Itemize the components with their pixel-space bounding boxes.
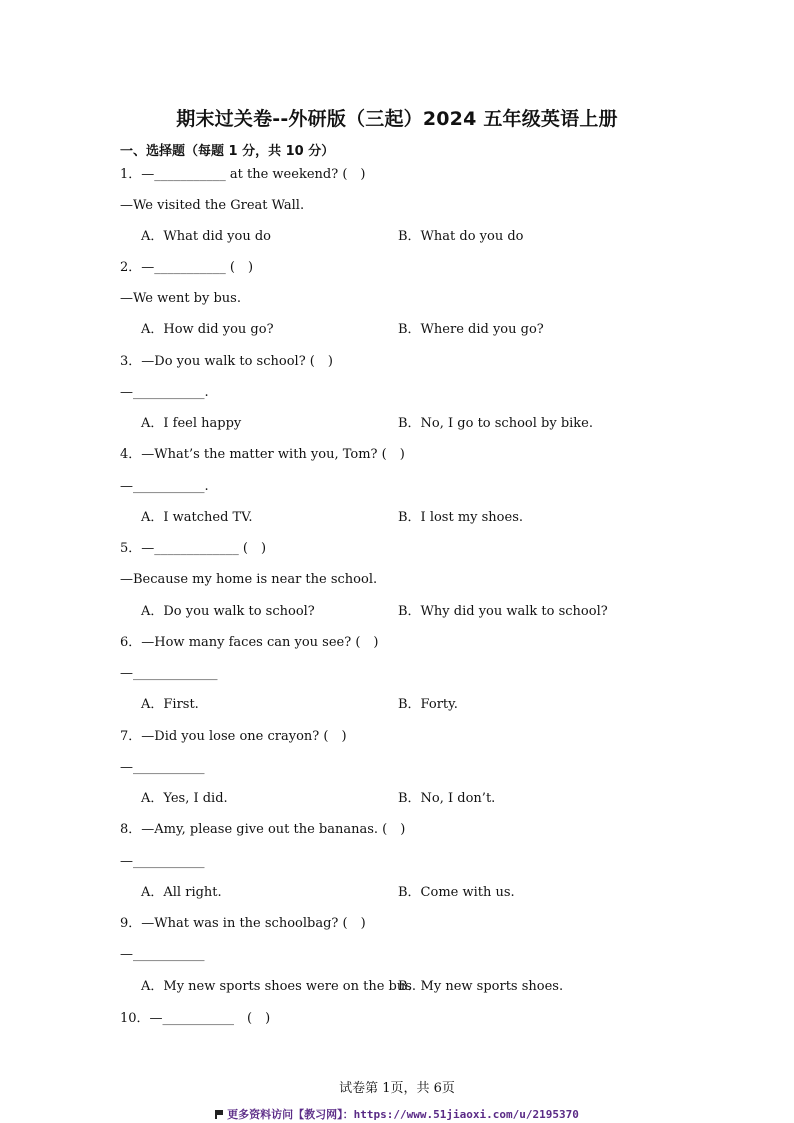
question-1-answer: —We visited the Great Wall. (120, 198, 305, 213)
question-9: 9．—What was in the schoolbag? ( ) (120, 916, 366, 931)
question-6-option-b: B．Forty. (398, 697, 458, 712)
question-7-option-a: A．Yes, I did. (141, 791, 228, 806)
question-3-option-b: B．No, I go to school by bike. (398, 416, 594, 431)
question-1: 1．—___________ at the weekend? ( ) (120, 167, 366, 182)
question-9-option-b: B．My new sports shoes. (398, 979, 564, 994)
question-3: 3．—Do you walk to school? ( ) (120, 354, 333, 369)
flag-icon (215, 1110, 223, 1119)
section-heading: 一、选择题（每题 1 分，共 10 分） (120, 144, 335, 159)
question-7: 7．—Did you lose one crayon? ( ) (120, 729, 347, 744)
question-2: 2．—___________ ( ) (120, 260, 254, 275)
page-footer: 试卷第 1页，共 6页 (339, 1081, 455, 1096)
question-5-answer: —Because my home is near the school. (120, 572, 378, 587)
question-10: 10．—___________ ( ) (120, 1011, 271, 1026)
question-5-option-b: B．Why did you walk to school? (398, 604, 608, 619)
question-4: 4．—What’s the matter with you, Tom? ( ) (120, 447, 405, 462)
question-2-option-a: A．How did you go? (141, 322, 274, 337)
question-4-answer: —___________. (120, 479, 209, 494)
question-8-answer: —___________ (120, 854, 205, 869)
question-7-option-b: B．No, I don’t. (398, 791, 496, 806)
question-3-option-a: A．I feel happy (141, 416, 242, 431)
question-3-answer: —___________. (120, 385, 209, 400)
question-5-option-a: A．Do you walk to school? (141, 604, 315, 619)
question-6-option-a: A．First. (141, 697, 199, 712)
page-title: 期末过关卷--外研版（三起）2024 五年级英语上册 (176, 108, 618, 130)
question-8-option-a: A．All right. (141, 885, 222, 900)
question-4-option-b: B．I lost my shoes. (398, 510, 524, 525)
question-8-option-b: B．Come with us. (398, 885, 515, 900)
question-7-answer: —___________ (120, 760, 205, 775)
question-1-option-a: A．What did you do (141, 229, 271, 244)
question-9-option-a: A．My new sports shoes were on the bus. (141, 979, 417, 994)
question-2-option-b: B．Where did you go? (398, 322, 544, 337)
question-1-option-b: B．What do you do (398, 229, 524, 244)
promo-text: 更多资料访问【教习网】：https://www.51jiaoxi.com/u/2195370 (227, 1108, 579, 1121)
question-6: 6．—How many faces can you see? ( ) (120, 635, 379, 650)
question-2-answer: —We went by bus. (120, 291, 241, 306)
question-4-option-a: A．I watched TV. (141, 510, 253, 525)
question-5: 5．—_____________ ( ) (120, 541, 267, 556)
question-8: 8．—Amy, please give out the bananas. ( ) (120, 822, 406, 837)
promo-link[interactable] (0, 1106, 794, 1122)
question-6-answer: —_____________ (120, 666, 218, 681)
question-9-answer: —___________ (120, 947, 205, 962)
